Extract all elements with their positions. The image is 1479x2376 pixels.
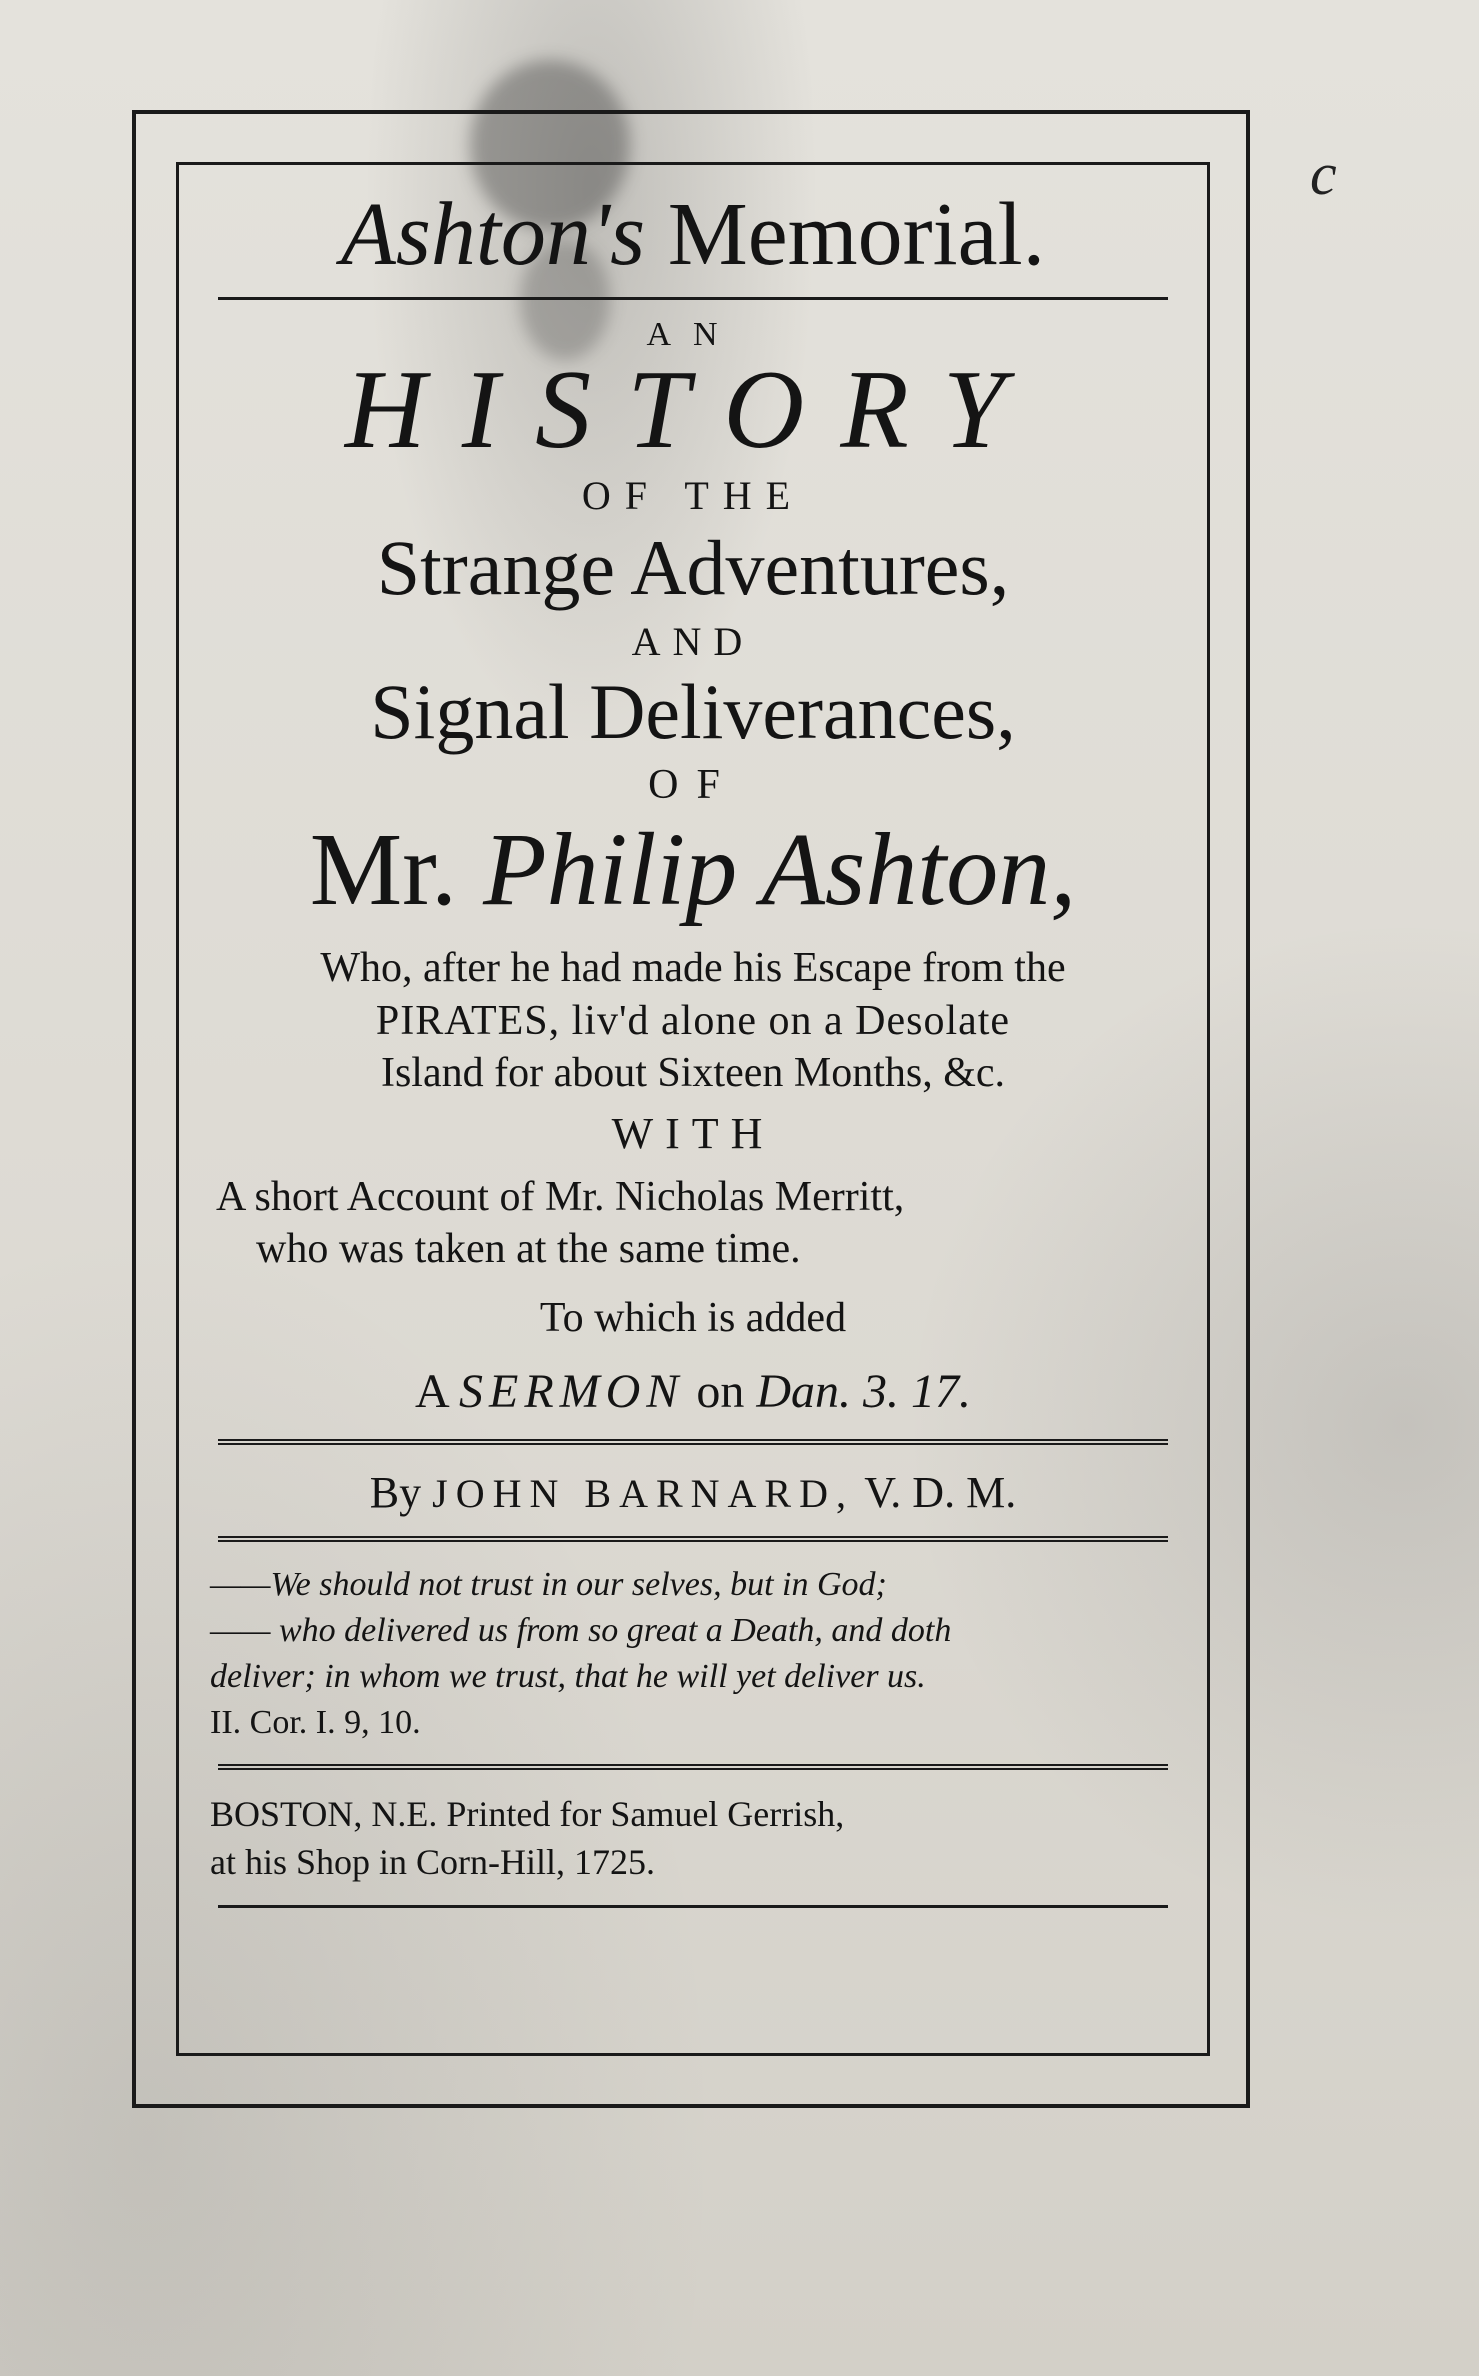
rule-bottom [218, 1905, 1168, 1908]
short-account-line: A short Account of Mr. Nicholas Merritt, [216, 1173, 905, 1220]
memorial-word: Memorial. [667, 185, 1046, 284]
signal-deliverances-line: Signal Deliverances, [370, 668, 1016, 756]
memorial-title [200, 185, 1186, 284]
sermon-on: on [696, 1364, 745, 1418]
sermon-word: SERMON [459, 1364, 685, 1418]
mr-prefix: Mr. [309, 812, 458, 928]
sermon-line [200, 1364, 1186, 1419]
to-which-added-line: To which is added [539, 1294, 847, 1341]
rule-below-author [218, 1536, 1168, 1542]
title-page-content [200, 170, 1186, 1908]
escape-line: Who, after he had made his Escape from the [320, 945, 1066, 992]
scripture-quote [200, 1562, 1186, 1746]
quote-citation: II. Cor. I. 9, 10. [210, 1703, 421, 1741]
imprint [200, 1790, 1186, 1887]
author-line [200, 1467, 1186, 1518]
of-line: OF [648, 762, 738, 809]
quote-line: deliver; in whom we trust, that he will yet deliver us. [210, 1657, 926, 1695]
strange-adventures-line: Strange Adventures, [376, 523, 1010, 611]
memorial-name: Ashton's [340, 185, 646, 284]
subject-name: Philip Ashton, [483, 812, 1077, 928]
rule-above-imprint [218, 1764, 1168, 1770]
of-the-line: OF THE [581, 472, 805, 518]
subject-name-line [200, 812, 1186, 928]
author-by: By [369, 1467, 422, 1517]
margin-mark: c [1310, 141, 1337, 207]
history-heading: HISTORY [344, 347, 1041, 472]
author-suffix: V. D. M. [864, 1467, 1017, 1517]
escape-line: Island for about Sixteen Months, &c. [380, 1050, 1006, 1097]
imprint-line: BOSTON, N.E. Printed for Samuel Gerrish, [210, 1793, 845, 1834]
an-line: AN [646, 315, 740, 353]
quote-line: —— who delivered us from so great a Death, and doth [210, 1611, 952, 1649]
short-account-line: who was taken at the same time. [256, 1226, 801, 1273]
escape-paragraph [200, 942, 1186, 1100]
and-line: AND [631, 619, 755, 665]
imprint-line: at his Shop in Corn-Hill, 1725. [210, 1842, 656, 1883]
author-name: JOHN BARNARD, [432, 1470, 854, 1516]
escape-line: PIRATES, liv'd alone on a Desolate [375, 997, 1011, 1044]
short-account-paragraph [200, 1171, 1186, 1276]
sermon-text: Dan. 3. 17. [756, 1364, 971, 1418]
rule-above-author [218, 1439, 1168, 1445]
rule-under-title [218, 297, 1168, 300]
quote-line: ——We should not trust in our selves, but in God; [210, 1565, 887, 1603]
with-line: WITH [611, 1108, 775, 1158]
sermon-prefix: A [415, 1364, 448, 1418]
